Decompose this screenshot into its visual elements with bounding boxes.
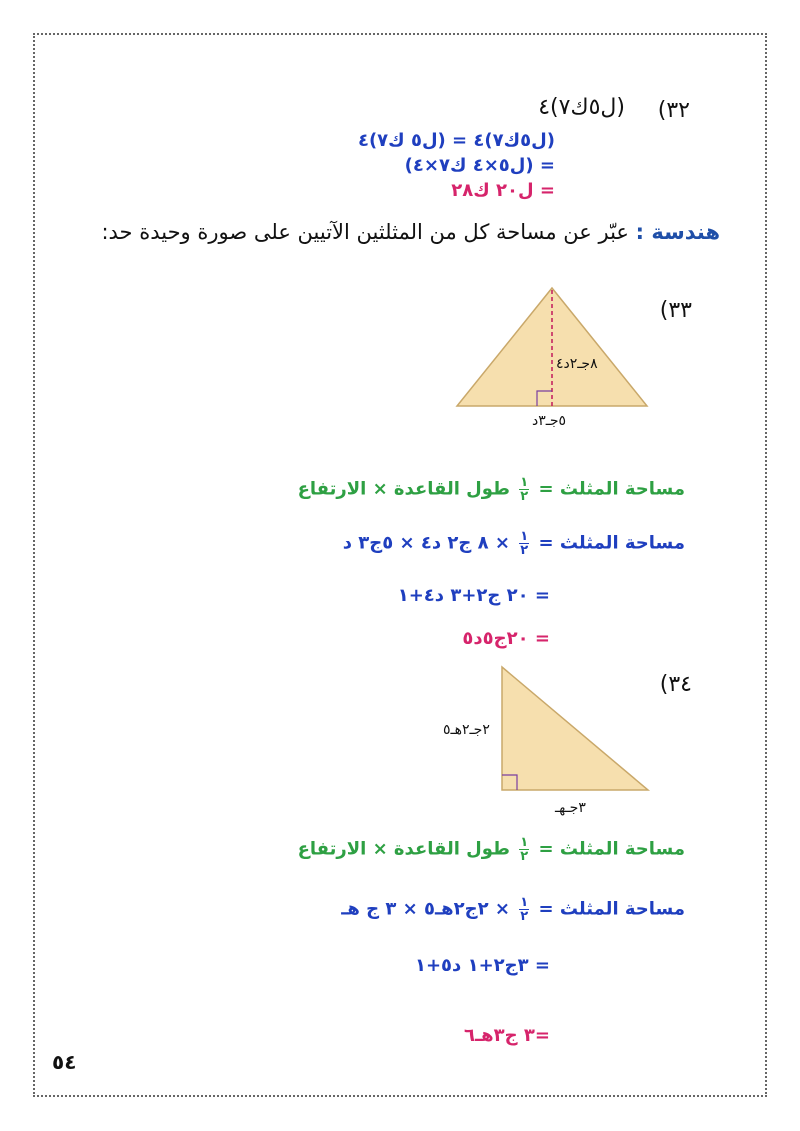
triangle-34-base-label: ٣جـهـ	[555, 800, 586, 816]
geometry-label: هندسة :	[635, 220, 720, 244]
triangle-34	[500, 665, 652, 793]
triangle-33-base-label: ٥جـ٣د	[532, 413, 567, 429]
problem-34-step-1: = ٣ج٢+١ د٥+١	[414, 955, 550, 976]
problem-33-step-2: = ٢٠ج٥د٥	[462, 628, 550, 649]
triangle-33	[455, 286, 650, 411]
fraction-half: $\frac{١}{٢}$	[520, 475, 529, 504]
page-number: ٥٤	[52, 1050, 77, 1074]
fraction-half: $\frac{١}{٢}$	[520, 835, 529, 864]
problem-34-step-2: =٣ ج٣هـ٦	[464, 1025, 550, 1046]
problem-32-number: (٣٢	[657, 98, 690, 123]
geometry-instruction	[101, 220, 720, 244]
problem-33-number: (٣٣	[659, 298, 692, 323]
fraction-half: $\frac{١}{٢}$	[520, 529, 529, 558]
triangle-34-height-label: ٢جـ٢هـ٥	[443, 722, 490, 738]
instruction-text: عبّر عن مساحة كل من المثلثين الآتيين على صورة وحيدة حد:	[101, 220, 629, 244]
problem-34-substitution: مساحة المثلث = $\frac{١}{٢}$ × ٢ج٢هـ٥ × ٣ ج هـ	[341, 895, 685, 924]
page-border	[33, 33, 767, 1097]
problem-32-step-3: = ل٢٠ ك٢٨	[451, 180, 555, 201]
problem-33-step-1: = ٢٠ ج٢+٣ د٤+١	[397, 585, 550, 606]
triangle-33-height-label: ٨جـ٢د٤	[556, 356, 598, 372]
fraction-half: $\frac{١}{٢}$	[520, 895, 529, 924]
triangle-34-shape	[502, 667, 648, 790]
problem-34-formula: مساحة المثلث = $\frac{١}{٢}$ طول القاعدة × الارتفاع	[297, 835, 685, 864]
problem-33-formula: مساحة المثلث = $\frac{١}{٢}$ طول القاعدة × الارتفاع	[297, 475, 685, 504]
problem-32-statement: (ل٥ك٧)٤	[538, 95, 625, 120]
problem-32-step-2: = (ل٥×٤ ك٧×٤)	[404, 155, 555, 176]
problem-34-number: (٣٤	[659, 672, 692, 697]
problem-33-substitution: مساحة المثلث = $\frac{١}{٢}$ × ٨ ج٢ د٤ × ٥ج٣ د	[342, 529, 685, 558]
problem-32-step-1: (ل٥ك٧)٤ = (ل٥ ك٧)٤	[357, 130, 555, 151]
